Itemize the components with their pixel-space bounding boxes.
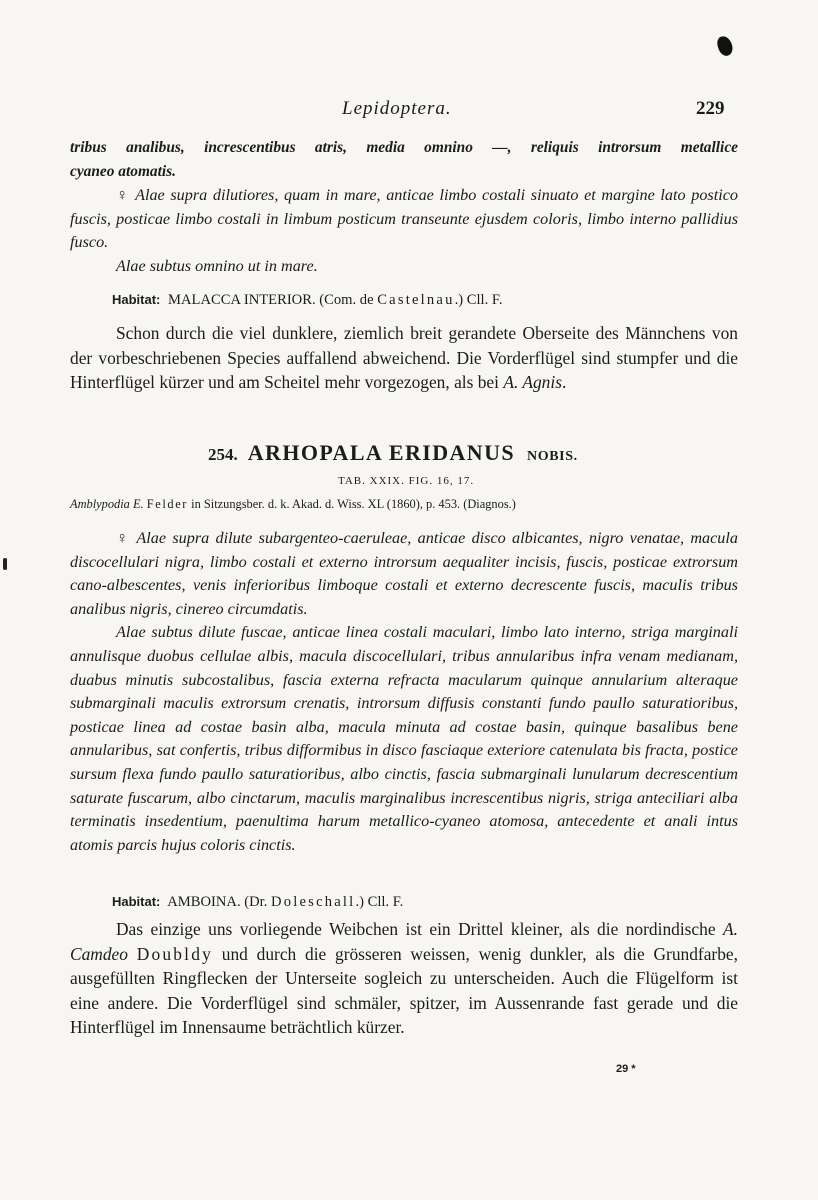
female-paragraph: ♀ Alae supra dilute subargenteo-caeruleae, anticae disco albicantes, nigro venatae, macula discocellulari nigra, limbo costali et externo introrsum aequaliter incisis, fuscis, posticae extrorsum cano-albescentes, venis inferioribus limboque costali et externo decrescente fuscis, maculis tribus analibus nigris, cinereo circumdatis. (70, 529, 738, 618)
german-text-prev: Schon durch die viel dunklere, ziemlich breit gerandete Oberseite des Männchens von der vorbeschriebenen Species auffallend abweichend. Die Vorderflügel sind stumpfer und die Hinterflügel kürzer und am Scheitel mehr vorgezogen, als bei (70, 323, 738, 393)
habitat-text: AMBOINA. (Dr. (167, 894, 272, 910)
german-species-ref: A. Agnis (503, 372, 562, 393)
habitat-tail: .) Cll. F. (355, 894, 404, 910)
citation (70, 497, 740, 512)
species-name: ARHOPALA ERIDANUS (247, 440, 516, 465)
species-author: NOBIS. (527, 449, 578, 464)
habitat-label: Habitat: (112, 292, 161, 307)
female-description (70, 527, 738, 857)
continued-line-2: cyaneo atomatis. (70, 162, 177, 180)
german-text-start: Das einzige uns vorliegende Weibchen ist ein Drittel kleiner, als die nordindische (116, 919, 724, 939)
citation-rest: in Sitzungsber. d. k. Akad. d. Wiss. XL (1860), p. 453. (Diagnos.) (188, 497, 516, 511)
plate-reference: TAB. XXIX. FIG. 16, 17. (338, 475, 475, 487)
german-species-ref: A. Camdeo (70, 919, 738, 964)
running-title: Lepidoptera. (342, 98, 452, 119)
female-description-prev (70, 184, 738, 278)
continued-description (70, 136, 738, 183)
german-paragraph-prev (70, 321, 738, 395)
underside-paragraph-prev: Alae subtus omnino ut in mare. (116, 256, 318, 275)
german-end: . (561, 372, 567, 393)
habitat-amboina (112, 892, 712, 912)
female-paragraph-prev: ♀ Alae supra dilutiores, quam in mare, anticae limbo costali sinuato et margine lato postico fuscis, posticae limbo costali in limbum posticum transeunte ejusdem coloris, limbo interno pallidius fusco. (70, 186, 738, 252)
margin-mark (3, 558, 7, 570)
german-remarks (70, 917, 738, 1040)
german-text-rest: und durch die grösseren weissen, wenig dunkler, als die Grundfarbe, ausgefüllten Ringflecken der Unterseite sogleich zu unterscheiden. Auch die Flügelform ist eine andere. Die Vorderflügel sind schmäler, spitzer, im Aussenrande fast gerade und die Hinterflügel im Innensaume beträchtlich kürzer. (70, 943, 738, 1038)
continued-line-1: tribus analibus, increscentibus atris, media omnino —, reliquis introrsum metallice (70, 139, 738, 156)
citation-genus: Amblypodia E. (70, 497, 144, 511)
page-number: 229 (696, 98, 725, 119)
ink-blot (715, 34, 734, 57)
habitat-label: Habitat: (112, 894, 161, 909)
underside-paragraph: Alae subtus dilute fuscae, anticae linea costali maculari, limbo lato interno, striga marginali annulisque duobus cellulae albis, macula discocellulari, tribus annularibus infra venam medianam, duabus minutis subcostalibus, fascia externa refracta macularum quinque annularium alteraque submarginali maculis extrorsum crenatis, introrsum diffusis constanti fundo paullo saturatioribus, posticae linea ad costae basin alba, macula minuta ad costae basin, quinque basalibus bene annularibus, sat confertis, tribus difformibus in disco fasciaque exteriore catenulata bis fracta, postice sursum flexa fundo paullo saturatioribus, albo cinctis, fascia submarginali lunularum decrescentium saturate fuscarum, albo cinctarum, maculis marginalibus increscentibus nigris, striga anteciliari alba terminatis insedentium, paenultima harum metallico-cyaneo atomosa, antecedente et anali intus atomis parcis hujus coloris cinctis. (70, 623, 738, 854)
species-number: 254. (208, 445, 238, 464)
citation-author: Felder (146, 497, 189, 511)
sheet-signature: 29 * (616, 1063, 636, 1075)
german-paragraph (70, 917, 738, 1040)
habitat-malacca (112, 290, 712, 310)
habitat-collector: Castelnau (377, 292, 455, 308)
habitat-tail: .) Cll. F. (454, 292, 503, 308)
german-species-author: Doubldy (136, 943, 214, 964)
habitat-collector: Doleschall (271, 894, 356, 910)
habitat-text: MALACCA INTERIOR. (Com. de (168, 292, 378, 308)
german-remarks-prev (70, 321, 738, 395)
species-heading (208, 440, 578, 466)
